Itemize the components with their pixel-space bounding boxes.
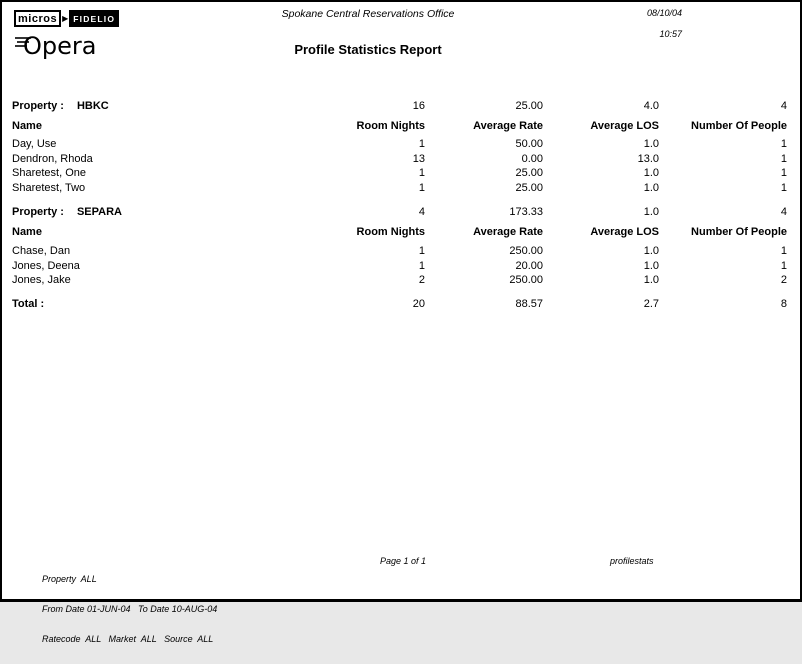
room-nights-value: 1 — [418, 245, 425, 257]
num-people-value: 1 — [780, 167, 787, 179]
col-header-avg-rate: Average Rate — [473, 120, 543, 132]
footer-filter-codes: Ratecode ALL Market ALL Source ALL — [42, 634, 214, 644]
micros-fidelio-logo — [14, 10, 119, 27]
summary-num-people: 4 — [780, 206, 787, 218]
avg-rate-value: 250.00 — [509, 245, 543, 257]
footer-filters — [42, 554, 217, 664]
room-nights-value: 1 — [418, 138, 425, 150]
total-avg-rate: 88.57 — [515, 298, 543, 310]
guest-name: Jones, Jake — [12, 274, 71, 286]
avg-rate-value: 0.00 — [521, 153, 543, 165]
column-header-row — [12, 226, 787, 239]
arrow-right-icon: ▶ — [61, 10, 69, 27]
total-num-people: 8 — [780, 298, 787, 310]
col-header-room-nights: Room Nights — [356, 120, 425, 132]
property-summary-row — [12, 100, 787, 113]
room-nights-value: 2 — [418, 274, 425, 286]
footer-filter-dates: From Date 01-JUN-04 To Date 10-AUG-04 — [42, 604, 218, 614]
num-people-value: 1 — [780, 153, 787, 165]
table-row — [12, 138, 787, 151]
summary-avg-los: 4.0 — [643, 100, 659, 112]
total-row — [12, 298, 787, 311]
property-code: HBKC — [76, 100, 109, 112]
guest-name: Jones, Deena — [12, 260, 80, 272]
avg-los-value: 1.0 — [643, 245, 659, 257]
property-label: Property : — [12, 100, 64, 112]
room-nights-value: 13 — [412, 153, 425, 165]
table-row — [12, 245, 787, 258]
page-number: Page 1 of 1 — [379, 556, 427, 566]
column-header-row — [12, 120, 787, 133]
avg-rate-value: 250.00 — [509, 274, 543, 286]
summary-room-nights: 16 — [412, 100, 425, 112]
summary-num-people: 4 — [780, 100, 787, 112]
table-row — [12, 274, 787, 287]
col-header-name: Name — [12, 120, 42, 132]
office-name: Spokane Central Reservations Office — [281, 8, 455, 20]
summary-avg-los: 1.0 — [643, 206, 659, 218]
report-date: 08/10/04 — [646, 8, 682, 18]
avg-los-value: 1.0 — [643, 167, 659, 179]
num-people-value: 1 — [780, 245, 787, 257]
summary-avg-rate: 173.33 — [509, 206, 543, 218]
guest-name: Dendron, Rhoda — [12, 153, 93, 165]
avg-rate-value: 20.00 — [515, 260, 543, 272]
avg-los-value: 13.0 — [637, 153, 659, 165]
table-row — [12, 153, 787, 166]
report-time: 10:57 — [659, 29, 682, 39]
guest-name: Sharetest, One — [12, 167, 86, 179]
guest-name: Day, Use — [12, 138, 57, 150]
fidelio-logo-text: FIDELIO — [69, 10, 119, 27]
micros-logo-text: micros — [14, 10, 61, 27]
col-header-num-people: Number Of People — [691, 120, 787, 132]
avg-rate-value: 25.00 — [515, 182, 543, 194]
num-people-value: 1 — [780, 260, 787, 272]
avg-los-value: 1.0 — [643, 138, 659, 150]
summary-avg-rate: 25.00 — [515, 100, 543, 112]
room-nights-value: 1 — [418, 167, 425, 179]
report-id: profilestats — [610, 556, 654, 566]
avg-rate-value: 50.00 — [515, 138, 543, 150]
col-header-avg-los: Average LOS — [590, 226, 659, 238]
avg-los-value: 1.0 — [643, 274, 659, 286]
total-avg-los: 2.7 — [643, 298, 659, 310]
num-people-value: 1 — [780, 182, 787, 194]
total-room-nights: 20 — [412, 298, 425, 310]
summary-room-nights: 4 — [418, 206, 425, 218]
avg-los-value: 1.0 — [643, 182, 659, 194]
total-label: Total : — [12, 298, 45, 310]
table-row — [12, 182, 787, 195]
room-nights-value: 1 — [418, 182, 425, 194]
property-label: Property : — [12, 206, 64, 218]
opera-logo-text: Opera — [23, 32, 97, 60]
avg-los-value: 1.0 — [643, 260, 659, 272]
avg-rate-value: 25.00 — [515, 167, 543, 179]
col-header-avg-rate: Average Rate — [473, 226, 543, 238]
property-code: SEPARA — [76, 206, 122, 218]
opera-logo — [14, 29, 104, 64]
guest-name: Chase, Dan — [12, 245, 71, 257]
property-summary-row — [12, 206, 787, 219]
num-people-value: 1 — [780, 138, 787, 150]
table-row — [12, 167, 787, 180]
room-nights-value: 1 — [418, 260, 425, 272]
guest-name: Sharetest, Two — [12, 182, 86, 194]
report-title: Profile Statistics Report — [294, 42, 442, 57]
col-header-name: Name — [12, 226, 42, 238]
footer-filter-property: Property ALL — [42, 574, 97, 584]
col-header-room-nights: Room Nights — [356, 226, 425, 238]
col-header-num-people: Number Of People — [691, 226, 787, 238]
num-people-value: 2 — [780, 274, 787, 286]
col-header-avg-los: Average LOS — [590, 120, 659, 132]
table-row — [12, 260, 787, 273]
